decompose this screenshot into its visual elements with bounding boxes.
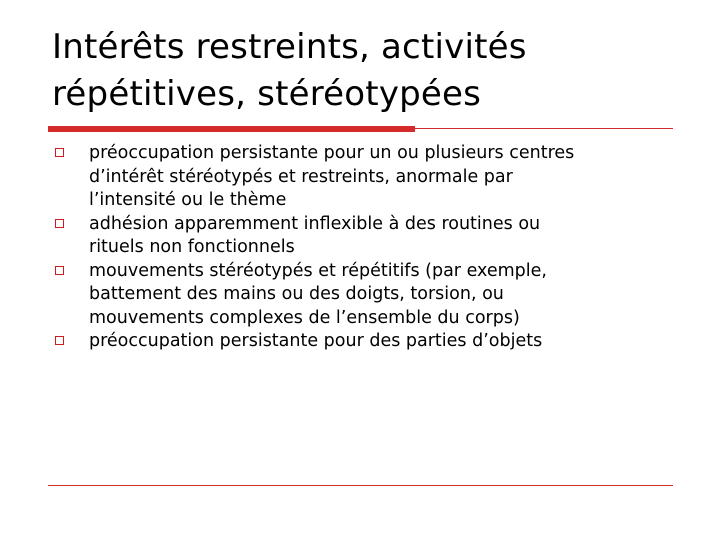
bullet-1-line-3: l’intensité ou le thème: [89, 190, 287, 210]
title-underline-thin: [415, 128, 673, 129]
footer-rule: [48, 485, 673, 486]
slide-title-line-1: Intérêts restreints, activités: [52, 27, 527, 67]
bullet-3-line-3: mouvements complexes de l’ensemble du corps): [89, 307, 520, 328]
bullet-2-line-2: rituels non fonctionnels: [89, 237, 295, 257]
bullet-2-line-1: adhésion apparemment inflexible à des routines ou: [89, 213, 541, 234]
slide-title: [52, 24, 692, 118]
square-bullet-icon: [55, 219, 64, 228]
square-bullet-icon: [55, 266, 64, 275]
bullet-3-line-2: battement des mains ou des doigts, torsion, ou: [89, 284, 504, 304]
square-bullet-icon: [55, 336, 64, 345]
bullet-3-line-1: mouvements stéréotypés et répétitifs (par exemple,: [89, 260, 547, 281]
bullet-1-line-2: d’intérêt stéréotypés et restreints, anormale par: [89, 166, 513, 187]
square-bullet-icon: [55, 148, 64, 157]
bullet-4-line-1: préoccupation persistante pour des parties d’objets: [89, 331, 543, 351]
bullet-1-line-1: préoccupation persistante pour un ou plusieurs centres: [89, 143, 575, 163]
bullet-item-3: [55, 260, 665, 331]
bullet-item-2: [55, 213, 665, 260]
slide-title-line-2: répétitives, stéréotypées: [52, 74, 482, 114]
title-underline-thick: [48, 126, 415, 132]
bullet-list: [55, 142, 665, 354]
title-underline: [48, 126, 673, 132]
bullet-item-1: [55, 142, 665, 213]
bullet-item-4: [55, 330, 665, 354]
